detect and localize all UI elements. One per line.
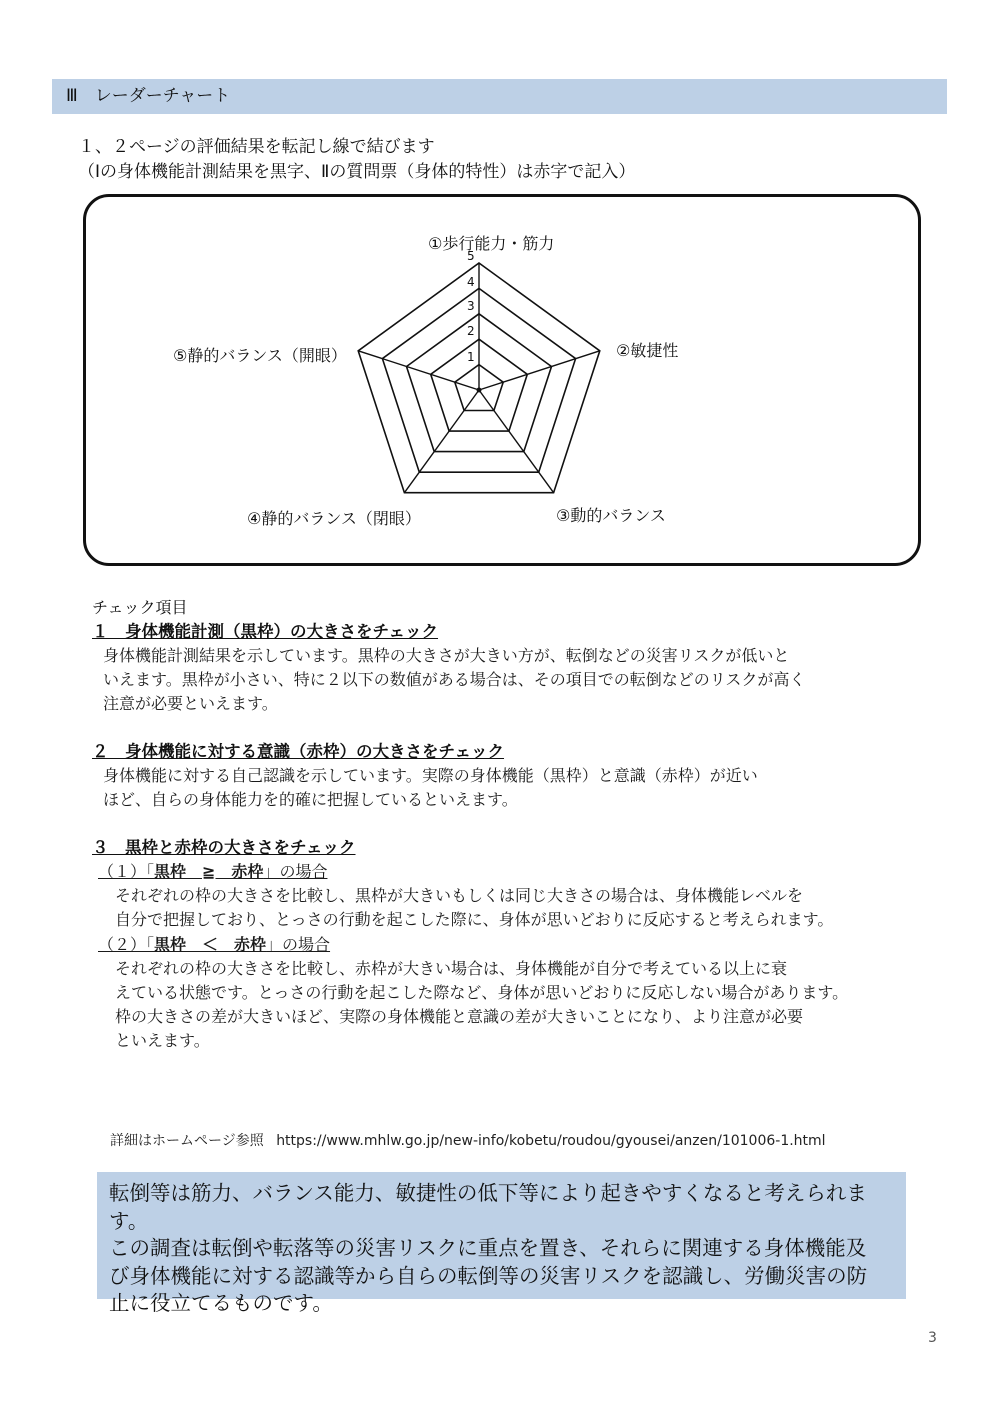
radar-chart <box>0 0 1000 600</box>
summary-line-4: 止に役立てるものです。 <box>109 1291 333 1315</box>
radar-spoke-4 <box>404 390 479 493</box>
check-item-3-sub-2-line-3: 枠の大きさの差が大きいほど、実際の身体機能と意識の差が大きいことになり、より注意が必要 <box>115 1007 804 1026</box>
check-item-2-line-2: ほど、自らの身体能力を的確に把握しているといえます。 <box>103 790 518 809</box>
radar-spoke-5 <box>358 351 479 390</box>
reference-line <box>110 1130 826 1150</box>
check-item-3-sub-2-line-2: えている状態です。とっさの行動を起こした際など、身体が思いどおりに反応しない場合があります。 <box>115 983 849 1002</box>
axis-label-5: ⑤静的バランス（開眼） <box>173 346 347 365</box>
check-item-1-line-2: いえます。黒枠が小さい、特に２以下の数値がある場合は、その項目での転倒などのリスクが高く <box>103 670 806 689</box>
sub-2-close: 」の場合 <box>266 935 331 954</box>
summary-line-2: この調査は転倒や転落等の災害リスクに重点を置き、それらに関連する身体機能及 <box>109 1236 867 1260</box>
sub-2-condition: 黒枠 ＜ 赤枠 <box>154 935 267 954</box>
check-heading: チェック項目 <box>92 598 188 617</box>
reference-url-link[interactable]: https://www.mhlw.go.jp/new-info/kobetu/roudou/gyousei/anzen/101006-1.html <box>276 1133 826 1149</box>
check-item-3-title: ３ 黒枠と赤枠の大きさをチェック <box>92 838 356 857</box>
check-item-2-title: ２ 身体機能に対する意識（赤枠）の大きさをチェック <box>92 742 505 761</box>
check-item-3-sub-1-line-2: 自分で把握しており、とっさの行動を起こした際に、身体が思いどおりに反応すると考えられます。 <box>115 910 834 929</box>
check-item-1-title: １ 身体機能計測（黒枠）の大きさをチェック <box>92 622 439 641</box>
radar-spoke-2 <box>479 351 600 390</box>
axis-label-4: ④静的バランス（閉眼） <box>247 509 421 528</box>
tick-label-4: 4 <box>467 275 475 289</box>
summary-box <box>97 1172 906 1315</box>
reference-label: 詳細はホームページ参照 <box>110 1133 264 1149</box>
sub-2-open: （２）「 <box>98 935 155 954</box>
tick-label-5: 5 <box>467 249 475 263</box>
section-title: Ⅲ レーダーチャート <box>66 86 231 106</box>
axis-label-1: ①歩行能力・筋力 <box>428 234 555 253</box>
check-item-2-line-1: 身体機能に対する自己認識を示しています。実際の身体機能（黒枠）と意識（赤枠）が近い <box>103 766 758 785</box>
check-item-3-sub-2-line-1: それぞれの枠の大きさを比較し、赤枠が大きい場合は、身体機能が自分で考えている以上に衰 <box>115 959 788 978</box>
check-item-1-line-3: 注意が必要といえます。 <box>103 694 278 713</box>
sub-1-open: （１）「 <box>98 862 155 881</box>
summary-line-3: び身体機能に対する認識等から自らの転倒等の災害リスクを認識し、労働災害の防 <box>109 1263 868 1288</box>
check-item-3-sub-2-line-4: といえます。 <box>115 1031 210 1050</box>
page-number: 3 <box>928 1330 937 1346</box>
radar-center-dot <box>477 388 482 393</box>
axis-label-3: ③動的バランス <box>556 506 666 525</box>
check-item-1-line-1: 身体機能計測結果を示しています。黒枠の大きさが大きい方が、転倒などの災害リスクが低いと <box>103 646 790 665</box>
axis-label-2: ②敏捷性 <box>616 341 679 360</box>
check-item-3-sub-1-line-1: それぞれの枠の大きさを比較し、黒枠が大きいもしくは同じ大きさの場合は、身体機能レベルを <box>115 886 804 905</box>
radar-spoke-3 <box>479 390 554 493</box>
tick-label-1: 1 <box>467 350 475 364</box>
intro-line-1: １、２ページの評価結果を転記し線で結びます <box>78 137 435 157</box>
intro-line-2: （Ⅰの身体機能計測結果を黒字、Ⅱの質問票（身体的特性）は赤字で記入） <box>78 162 636 182</box>
sub-1-condition: 黒枠 ≧ 赤枠 <box>154 862 264 881</box>
check-item-3-sub-1-title <box>98 860 327 884</box>
summary-line-1: 転倒等は筋力、バランス能力、敏捷性の低下等により起きやすくなると考えられます。 <box>109 1181 867 1233</box>
check-item-3-sub-2-title <box>98 933 330 957</box>
radar-grid <box>358 263 600 493</box>
tick-label-3: 3 <box>467 299 475 313</box>
tick-label-2: 2 <box>467 324 475 338</box>
sub-1-close: 」の場合 <box>263 862 328 881</box>
